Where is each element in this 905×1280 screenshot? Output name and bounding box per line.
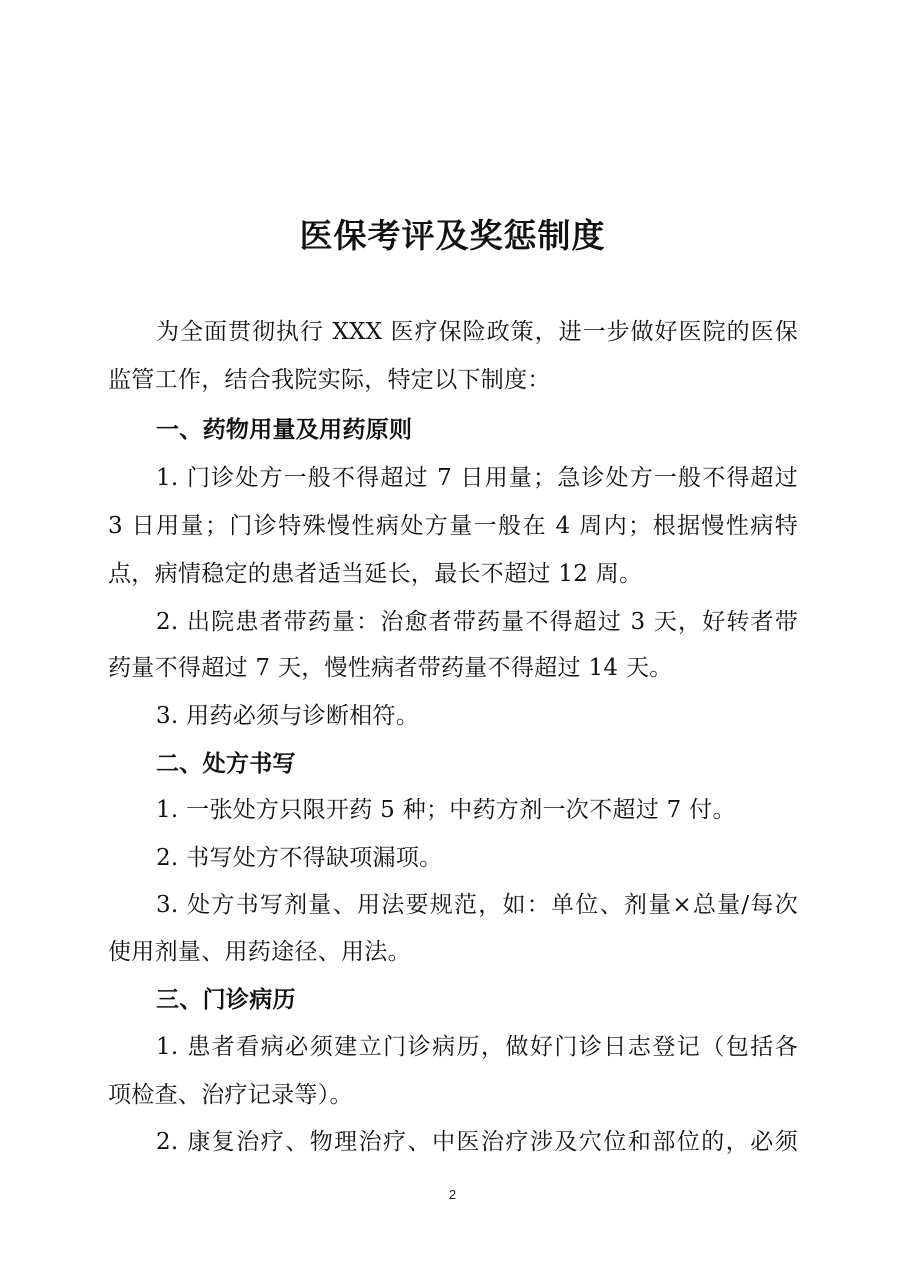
item-3-1-line-1: 1. 患者看病必须建立门诊病历，做好门诊日志登记（包括各	[156, 1034, 798, 1060]
item-2-3-line-1: 3. 处方书写剂量、用法要规范，如：单位、剂量×总量/每次	[156, 892, 798, 918]
item-3-2-line-1: 2. 康复治疗、物理治疗、中医治疗涉及穴位和部位的，必须	[156, 1129, 798, 1155]
item-1-3-line-1: 3. 用药必须与诊断相符。	[156, 703, 420, 729]
section-heading-medication: 一、药物用量及用药原则	[156, 417, 413, 443]
item-3-1-line-2: 项检查、治疗记录等）。	[108, 1082, 353, 1108]
paragraph-intro-line-1: 为全面贯彻执行 XXX 医疗保险政策，进一步做好医院的医保	[156, 319, 798, 345]
item-1-1-line-1: 1. 门诊处方一般不得超过 7 日用量；急诊处方一般不得超过	[156, 465, 798, 491]
page-number: 2	[448, 1187, 457, 1202]
item-1-1-line-3: 点，病情稳定的患者适当延长，最长不超过 12 周。	[108, 561, 643, 587]
item-2-2-line-1: 2. 书写处方不得缺项漏项。	[156, 845, 443, 871]
paragraph-intro-line-2: 监管工作，结合我院实际，特定以下制度：	[108, 367, 551, 393]
item-1-2-line-1: 2. 出院患者带药量：治愈者带药量不得超过 3 天，好转者带	[156, 609, 798, 635]
section-heading-outpatient-records: 三、门诊病历	[156, 987, 296, 1013]
item-2-3-line-2: 使用剂量、用药途径、用法。	[108, 939, 411, 965]
item-2-1-line-1: 1. 一张处方只限开药 5 种；中药方剂一次不超过 7 付。	[156, 797, 736, 823]
item-1-2-line-2: 药量不得超过 7 天，慢性病者带药量不得超过 14 天。	[108, 655, 673, 681]
document-title: 医保考评及奖惩制度	[299, 216, 606, 255]
section-heading-prescription: 二、处方书写	[156, 751, 296, 777]
item-1-1-line-2: 3 日用量；门诊特殊慢性病处方量一般在 4 周内；根据慢性病特	[108, 513, 798, 539]
